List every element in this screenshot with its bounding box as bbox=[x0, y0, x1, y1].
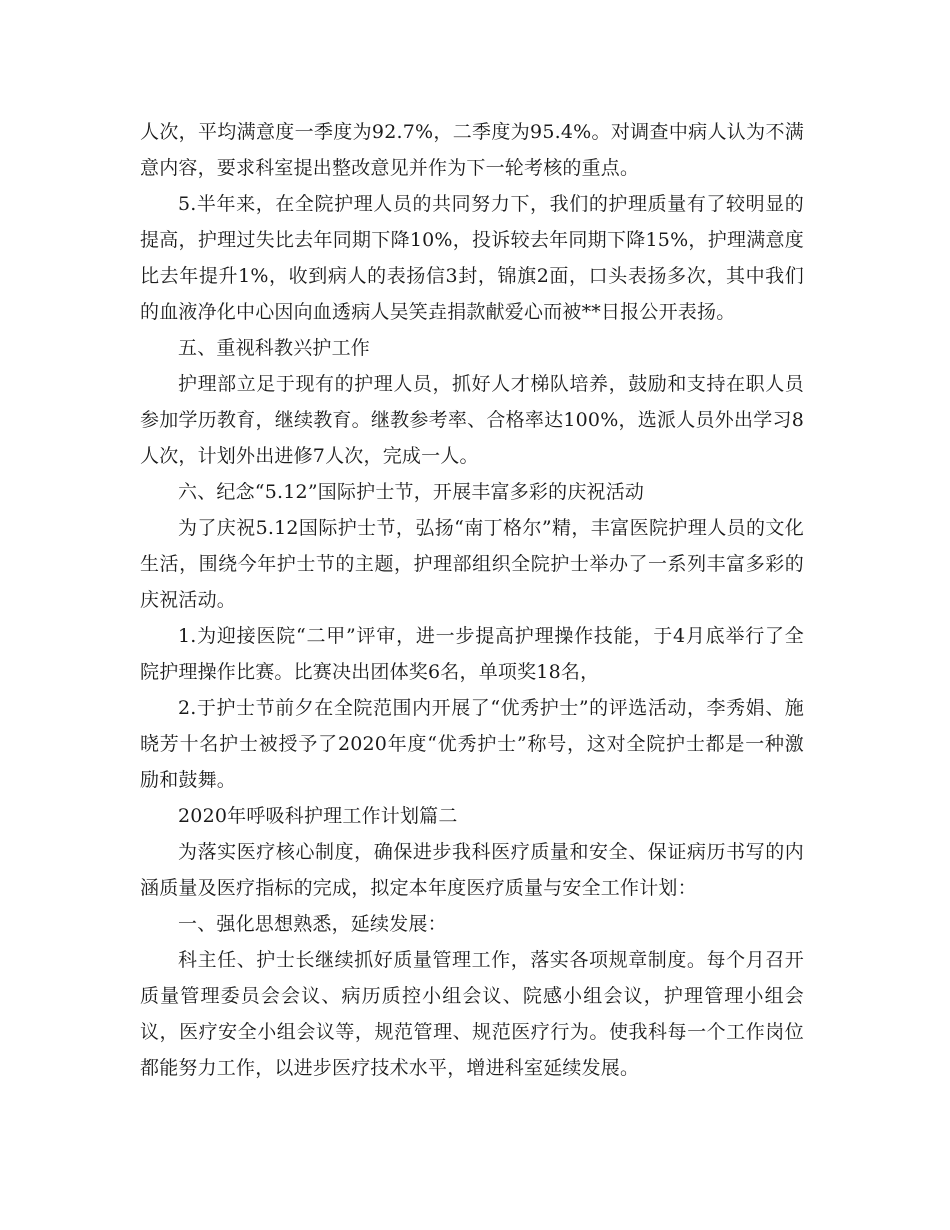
section-heading-nurses-day: 六、纪念“5.12”国际护士节，开展丰富多彩的庆祝活动 bbox=[178, 481, 645, 503]
paragraph-quality-management: 科主任、护士长继续抓好质量管理工作，落实各项规章制度。每个月召开质量管理委员会会议、病历质控小组会议、院感小组会议，护理管理小组会议，医疗安全小组会议等，规范管理、规范医疗行为。使我科每一个工作岗位都能努力工作，以进步医疗技术水平，增进科室延续发展。 bbox=[140, 949, 804, 1079]
document-body bbox=[140, 114, 804, 1086]
paragraph-education: 护理部立足于现有的护理人员，抓好人才梯队培养，鼓励和支持在职人员参加学历教育，继续教育。继教参考率、合格率达100%，选派人员外出学习8人次，计划外出进修7人次，完成一人。 bbox=[140, 373, 804, 467]
paragraph-skills-competition: 1.为迎接医院“二甲”评审，进一步提高护理操作技能，于4月底举行了全院护理操作比赛。比赛决出团体奖6名，单项奖18名， bbox=[140, 625, 804, 683]
paragraph-excellent-nurse: 2.于护士节前夕在全院范围内开展了“优秀护士”的评选活动，李秀娟、施晓芳十名护士被授予了2020年度“优秀护士”称号，这对全院护士都是一种激励和鼓舞。 bbox=[140, 697, 804, 791]
section-heading-ideology: 一、强化思想熟悉，延续发展： bbox=[178, 913, 447, 935]
section-heading-education: 五、重视科教兴护工作 bbox=[178, 337, 371, 359]
paragraph-plan-intro: 为落实医疗核心制度，确保进步我科医疗质量和安全、保证病历书写的内涵质量及医疗指标的完成，拟定本年度医疗质量与安全工作计划： bbox=[140, 841, 804, 899]
article-title-part-two: 2020年呼吸科护理工作计划篇二 bbox=[178, 805, 458, 827]
paragraph-half-year-results: 5.半年来，在全院护理人员的共同努力下，我们的护理质量有了较明显的提高，护理过失比去年同期下降10%，投诉较去年同期下降15%，护理满意度比去年提升1%，收到病人的表扬信3封，锦旗2面，口头表扬多次，其中我们的血液净化中心因向血透病人吴笑垚捐款献爱心而被**日报公开表扬。 bbox=[140, 193, 804, 323]
paragraph-satisfaction-survey: 人次，平均满意度一季度为92.7%，二季度为95.4%。对调查中病人认为不满意内容，要求科室提出整改意见并作为下一轮考核的重点。 bbox=[140, 121, 804, 179]
paragraph-nurses-day: 为了庆祝5.12国际护士节，弘扬“南丁格尔”精，丰富医院护理人员的文化生活，围绕今年护士节的主题，护理部组织全院护士举办了一系列丰富多彩的庆祝活动。 bbox=[140, 517, 804, 611]
